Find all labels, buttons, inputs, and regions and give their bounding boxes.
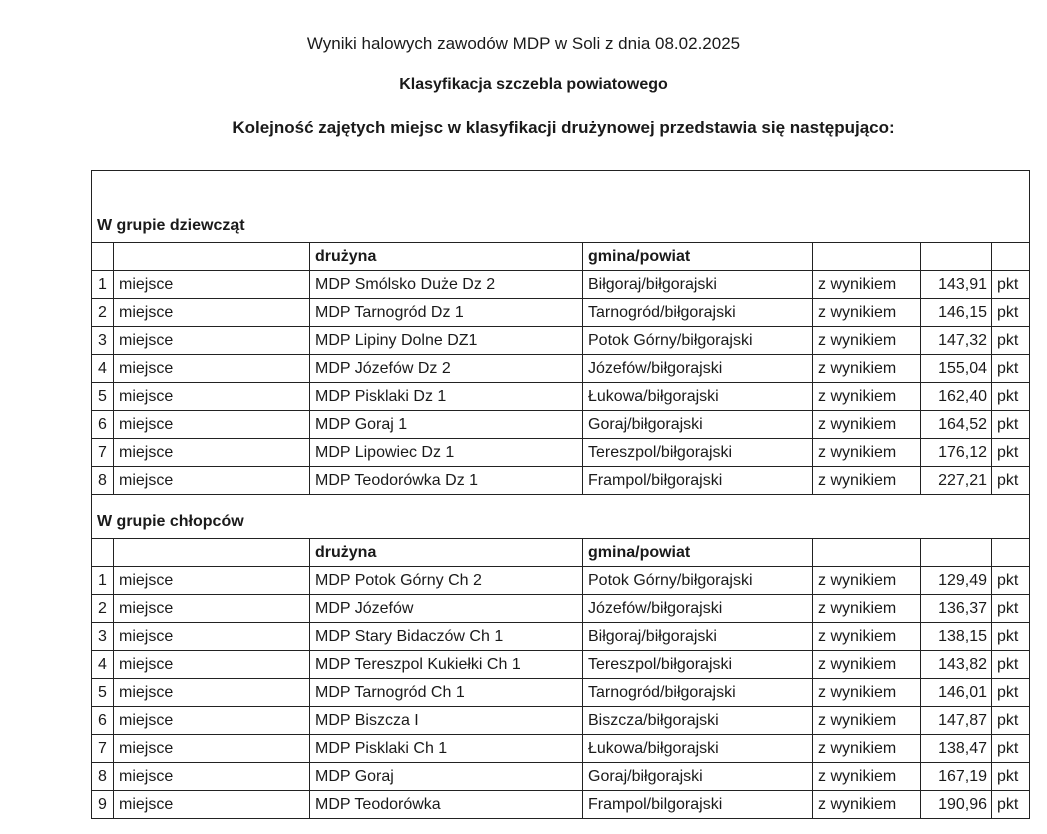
team-name: MDP Goraj 1 xyxy=(310,411,583,439)
score-value: 162,40 xyxy=(921,383,992,411)
place-label: miejsce xyxy=(114,567,310,595)
group-heading-row xyxy=(92,495,1030,539)
place-label: miejsce xyxy=(114,791,310,819)
document-intro: Kolejność zajętych miejsc w klasyfikacji drużynowej przedstawia się następująco: xyxy=(232,118,895,137)
score-unit: pkt xyxy=(992,595,1030,623)
score-unit: pkt xyxy=(992,271,1030,299)
commune-name: Tereszpol/biłgorajski xyxy=(583,651,813,679)
result-label: z wynikiem xyxy=(813,763,921,791)
team-name: MDP Tarnogród Dz 1 xyxy=(310,299,583,327)
commune-name: Biłgoraj/biłgorajski xyxy=(583,623,813,651)
table-row xyxy=(92,299,1030,327)
header-team: drużyna xyxy=(310,243,583,271)
commune-name: Potok Górny/biłgorajski xyxy=(583,327,813,355)
team-name: MDP Teodorówka xyxy=(310,791,583,819)
table-row xyxy=(92,439,1030,467)
place-number: 6 xyxy=(92,411,114,439)
result-label: z wynikiem xyxy=(813,623,921,651)
team-name: MDP Tereszpol Kukiełki Ch 1 xyxy=(310,651,583,679)
header-cell-empty xyxy=(114,243,310,271)
score-unit: pkt xyxy=(992,355,1030,383)
place-label: miejsce xyxy=(114,383,310,411)
place-label: miejsce xyxy=(114,271,310,299)
header-cell-empty xyxy=(921,539,992,567)
place-label: miejsce xyxy=(114,411,310,439)
table-row xyxy=(92,735,1030,763)
table-row xyxy=(92,383,1030,411)
score-unit: pkt xyxy=(992,651,1030,679)
place-number: 5 xyxy=(92,383,114,411)
team-name: MDP Józefów Dz 2 xyxy=(310,355,583,383)
score-value: 167,19 xyxy=(921,763,992,791)
table-row xyxy=(92,763,1030,791)
score-unit: pkt xyxy=(992,567,1030,595)
header-cell-empty xyxy=(114,539,310,567)
header-cell-empty xyxy=(921,243,992,271)
team-name: MDP Stary Bidaczów Ch 1 xyxy=(310,623,583,651)
place-number: 4 xyxy=(92,651,114,679)
result-label: z wynikiem xyxy=(813,735,921,763)
score-unit: pkt xyxy=(992,467,1030,495)
commune-name: Łukowa/biłgorajski xyxy=(583,383,813,411)
team-name: MDP Tarnogród Ch 1 xyxy=(310,679,583,707)
team-name: MDP Pisklaki Ch 1 xyxy=(310,735,583,763)
score-value: 136,37 xyxy=(921,595,992,623)
place-label: miejsce xyxy=(114,439,310,467)
place-number: 3 xyxy=(92,327,114,355)
result-label: z wynikiem xyxy=(813,467,921,495)
result-label: z wynikiem xyxy=(813,707,921,735)
score-unit: pkt xyxy=(992,327,1030,355)
result-label: z wynikiem xyxy=(813,355,921,383)
score-unit: pkt xyxy=(992,411,1030,439)
header-commune: gmina/powiat xyxy=(583,243,813,271)
result-label: z wynikiem xyxy=(813,651,921,679)
document-subtitle: Klasyfikacja szczebla powiatowego xyxy=(399,76,668,93)
table-row xyxy=(92,595,1030,623)
group-title: W grupie chłopców xyxy=(92,495,1030,539)
table-row xyxy=(92,271,1030,299)
score-value: 146,15 xyxy=(921,299,992,327)
place-number: 1 xyxy=(92,567,114,595)
result-label: z wynikiem xyxy=(813,299,921,327)
place-label: miejsce xyxy=(114,327,310,355)
place-label: miejsce xyxy=(114,679,310,707)
table-row xyxy=(92,651,1030,679)
score-unit: pkt xyxy=(992,623,1030,651)
table-row xyxy=(92,679,1030,707)
place-label: miejsce xyxy=(114,467,310,495)
place-number: 1 xyxy=(92,271,114,299)
commune-name: Tarnogród/biłgorajski xyxy=(583,299,813,327)
commune-name: Biszcza/biłgorajski xyxy=(583,707,813,735)
place-number: 3 xyxy=(92,623,114,651)
result-label: z wynikiem xyxy=(813,595,921,623)
score-unit: pkt xyxy=(992,735,1030,763)
team-name: MDP Lipiny Dolne DZ1 xyxy=(310,327,583,355)
commune-name: Józefów/biłgorajski xyxy=(583,355,813,383)
score-value: 190,96 xyxy=(921,791,992,819)
result-label: z wynikiem xyxy=(813,271,921,299)
team-name: MDP Goraj xyxy=(310,763,583,791)
commune-name: Biłgoraj/biłgorajski xyxy=(583,271,813,299)
column-header-row xyxy=(92,539,1030,567)
header-cell-empty xyxy=(92,539,114,567)
place-number: 8 xyxy=(92,467,114,495)
table-row xyxy=(92,411,1030,439)
place-number: 7 xyxy=(92,735,114,763)
team-name: MDP Smólsko Duże Dz 2 xyxy=(310,271,583,299)
score-value: 143,91 xyxy=(921,271,992,299)
table-row xyxy=(92,707,1030,735)
place-number: 9 xyxy=(92,791,114,819)
commune-name: Łukowa/biłgorajski xyxy=(583,735,813,763)
header-team: drużyna xyxy=(310,539,583,567)
place-number: 2 xyxy=(92,299,114,327)
score-value: 164,52 xyxy=(921,411,992,439)
score-value: 155,04 xyxy=(921,355,992,383)
result-label: z wynikiem xyxy=(813,567,921,595)
group-title: W grupie dziewcząt xyxy=(92,171,1030,243)
table-row xyxy=(92,327,1030,355)
place-label: miejsce xyxy=(114,763,310,791)
score-unit: pkt xyxy=(992,679,1030,707)
score-value: 143,82 xyxy=(921,651,992,679)
table-row xyxy=(92,355,1030,383)
place-label: miejsce xyxy=(114,595,310,623)
place-label: miejsce xyxy=(114,623,310,651)
table-row xyxy=(92,467,1030,495)
result-label: z wynikiem xyxy=(813,439,921,467)
header-cell-empty xyxy=(813,243,921,271)
score-unit: pkt xyxy=(992,707,1030,735)
score-value: 147,87 xyxy=(921,707,992,735)
header-cell-empty xyxy=(992,243,1030,271)
team-name: MDP Lipowiec Dz 1 xyxy=(310,439,583,467)
commune-name: Tereszpol/biłgorajski xyxy=(583,439,813,467)
result-label: z wynikiem xyxy=(813,383,921,411)
result-label: z wynikiem xyxy=(813,327,921,355)
header-cell-empty xyxy=(92,243,114,271)
score-value: 138,47 xyxy=(921,735,992,763)
team-name: MDP Teodorówka Dz 1 xyxy=(310,467,583,495)
place-number: 8 xyxy=(92,763,114,791)
column-header-row xyxy=(92,243,1030,271)
place-label: miejsce xyxy=(114,735,310,763)
place-label: miejsce xyxy=(114,299,310,327)
place-label: miejsce xyxy=(114,355,310,383)
commune-name: Frampol/bilgorajski xyxy=(583,791,813,819)
results-table-body xyxy=(92,171,1030,819)
commune-name: Potok Górny/biłgorajski xyxy=(583,567,813,595)
score-value: 146,01 xyxy=(921,679,992,707)
score-value: 138,15 xyxy=(921,623,992,651)
team-name: MDP Józefów xyxy=(310,595,583,623)
result-label: z wynikiem xyxy=(813,791,921,819)
result-label: z wynikiem xyxy=(813,411,921,439)
score-unit: pkt xyxy=(992,299,1030,327)
score-unit: pkt xyxy=(992,383,1030,411)
place-number: 6 xyxy=(92,707,114,735)
table-row xyxy=(92,567,1030,595)
header-commune: gmina/powiat xyxy=(583,539,813,567)
score-value: 176,12 xyxy=(921,439,992,467)
place-label: miejsce xyxy=(114,651,310,679)
team-name: MDP Biszcza I xyxy=(310,707,583,735)
place-label: miejsce xyxy=(114,707,310,735)
commune-name: Goraj/biłgorajski xyxy=(583,763,813,791)
team-name: MDP Pisklaki Dz 1 xyxy=(310,383,583,411)
result-label: z wynikiem xyxy=(813,679,921,707)
commune-name: Tarnogród/biłgorajski xyxy=(583,679,813,707)
score-value: 227,21 xyxy=(921,467,992,495)
document-title: Wyniki halowych zawodów MDP w Soli z dnia 08.02.2025 xyxy=(306,34,741,53)
score-unit: pkt xyxy=(992,791,1030,819)
score-value: 129,49 xyxy=(921,567,992,595)
commune-name: Frampol/biłgorajski xyxy=(583,467,813,495)
header-cell-empty xyxy=(992,539,1030,567)
score-unit: pkt xyxy=(992,763,1030,791)
score-unit: pkt xyxy=(992,439,1030,467)
table-row xyxy=(92,623,1030,651)
group-heading-row xyxy=(92,171,1030,243)
place-number: 4 xyxy=(92,355,114,383)
table-row xyxy=(92,791,1030,819)
commune-name: Goraj/biłgorajski xyxy=(583,411,813,439)
header-cell-empty xyxy=(813,539,921,567)
place-number: 5 xyxy=(92,679,114,707)
results-table xyxy=(91,170,1030,819)
commune-name: Józefów/biłgorajski xyxy=(583,595,813,623)
place-number: 7 xyxy=(92,439,114,467)
place-number: 2 xyxy=(92,595,114,623)
score-value: 147,32 xyxy=(921,327,992,355)
team-name: MDP Potok Górny Ch 2 xyxy=(310,567,583,595)
